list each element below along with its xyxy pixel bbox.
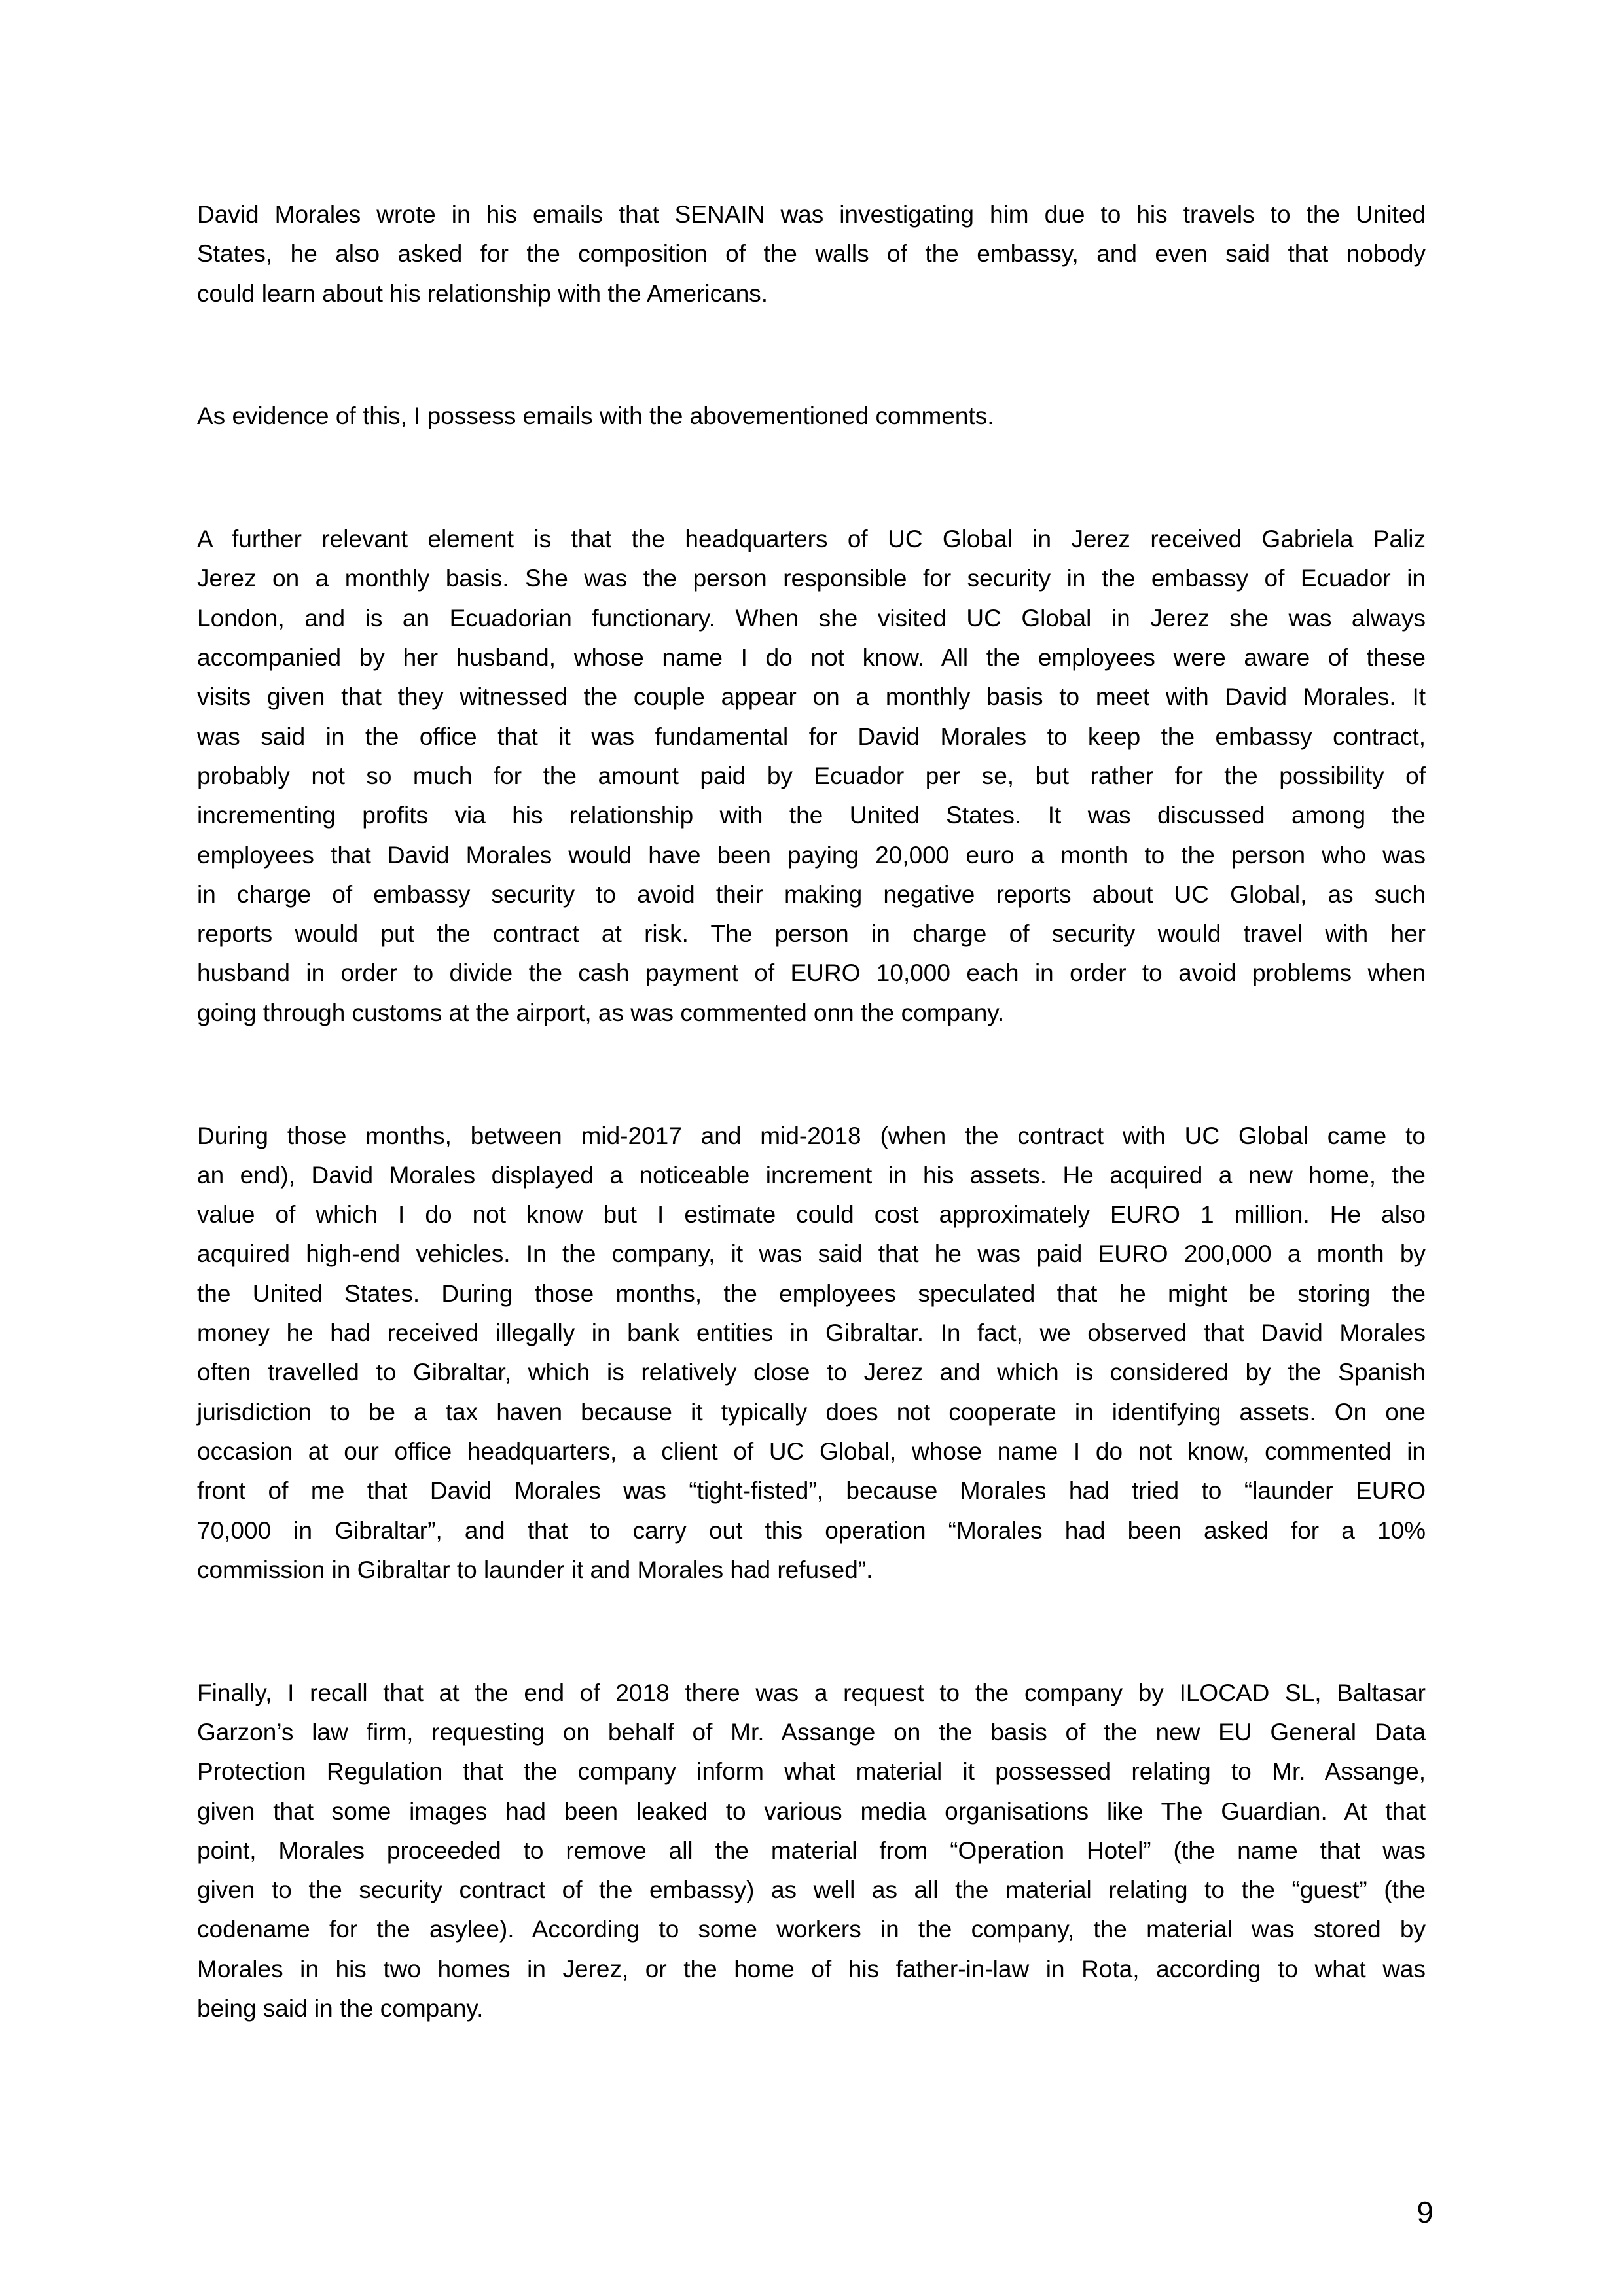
text-line: occasion at our office headquarters, a client of UC Global, whose name I do not know, commented in [197, 1437, 1426, 1465]
text-line: As evidence of this, I possess emails with the abovementioned comments. [197, 403, 994, 430]
text-line: often travelled to Gibraltar, which is relatively close to Jerez and which is considered by the Spanish [197, 1359, 1426, 1386]
text-line: money he had received illegally in bank entities in Gibraltar. In fact, we observed that David Morales [197, 1319, 1426, 1347]
text-line: Garzon’s law firm, requesting on behalf of Mr. Assange on the basis of the new EU General Data [197, 1718, 1426, 1746]
text-line: acquired high-end vehicles. In the company, it was said that he was paid EURO 200,000 a month by [197, 1240, 1426, 1268]
paragraph-asset-increase [197, 1117, 1426, 1590]
text-line: accompanied by her husband, whose name I do not know. All the employees were aware of these [197, 644, 1426, 672]
text-line: codename for the asylee). According to some workers in the company, the material was stored by [197, 1916, 1426, 1943]
paragraph-monthly-visits [197, 520, 1426, 1033]
text-line: David Morales wrote in his emails that SENAIN was investigating him due to his travels to the United [197, 201, 1426, 228]
page-number: 9 [1416, 2195, 1434, 2229]
document-body [197, 195, 1426, 2028]
text-line: Protection Regulation that the company inform what material it possessed relating to Mr. Assange, [197, 1758, 1426, 1785]
text-line: was said in the office that it was fundamental for David Morales to keep the embassy contract, [197, 723, 1426, 750]
text-line: an end), David Morales displayed a noticeable increment in his assets. He acquired a new home, the [197, 1161, 1426, 1189]
text-line: employees that David Morales would have been paying 20,000 euro a month to the person who was [197, 841, 1426, 869]
text-line: the United States. During those months, the employees speculated that he might be storing the [197, 1280, 1426, 1307]
text-line: Finally, I recall that at the end of 2018 there was a request to the company by ILOCAD SL, Baltasar [197, 1679, 1426, 1706]
text-line: reports would put the contract at risk. The person in charge of security would travel with her [197, 920, 1426, 948]
text-line: point, Morales proceeded to remove all the material from “Operation Hotel” (the name that was [197, 1837, 1426, 1864]
text-line: husband in order to divide the cash payment of EURO 10,000 each in order to avoid problems when [197, 960, 1426, 987]
text-line: being said in the company. [197, 1994, 484, 2022]
paragraph-senain-emails [197, 195, 1426, 314]
text-line: going through customs at the airport, as was commented onn the company. [197, 999, 1005, 1026]
text-line: London, and is an Ecuadorian functionary. When she visited UC Global in Jerez she was always [197, 604, 1426, 632]
text-line: commission in Gibraltar to launder it and Morales had refused”. [197, 1556, 873, 1583]
paragraph-gdpr-request [197, 1674, 1426, 2029]
text-line: 70,000 in Gibraltar”, and that to carry out this operation “Morales had been asked for a 10% [197, 1516, 1426, 1544]
text-line: States, he also asked for the composition of the walls of the embassy, and even said that nobody [197, 240, 1426, 268]
text-line: jurisdiction to be a tax haven because it typically does not cooperate in identifying assets. On one [197, 1398, 1426, 1426]
text-line: incrementing profits via his relationship with the United States. It was discussed among the [197, 802, 1426, 829]
text-line: During those months, between mid-2017 and mid-2018 (when the contract with UC Global came to [197, 1122, 1426, 1149]
text-line: given that some images had been leaked to various media organisations like The Guardian. At that [197, 1797, 1426, 1825]
text-line: visits given that they witnessed the couple appear on a monthly basis to meet with David Morales. It [197, 683, 1426, 711]
text-line: given to the security contract of the embassy) as well as all the material relating to the “guest” (the [197, 1876, 1426, 1904]
text-line: could learn about his relationship with the Americans. [197, 279, 768, 307]
paragraph-evidence [197, 397, 1426, 436]
text-line: in charge of embassy security to avoid their making negative reports about UC Global, as such [197, 880, 1426, 908]
text-line: value of which I do not know but I estimate could cost approximately EURO 1 million. He also [197, 1201, 1426, 1229]
text-line: Jerez on a monthly basis. She was the person responsible for security in the embassy of Ecuador in [197, 565, 1426, 592]
text-line: A further relevant element is that the headquarters of UC Global in Jerez received Gabriela Paliz [197, 526, 1426, 553]
text-line: Morales in his two homes in Jerez, or the home of his father-in-law in Rota, according to what was [197, 1955, 1426, 1982]
text-line: probably not so much for the amount paid by Ecuador per se, but rather for the possibility of [197, 762, 1426, 789]
text-line: front of me that David Morales was “tight-fisted”, because Morales had tried to “launder EURO [197, 1477, 1426, 1505]
